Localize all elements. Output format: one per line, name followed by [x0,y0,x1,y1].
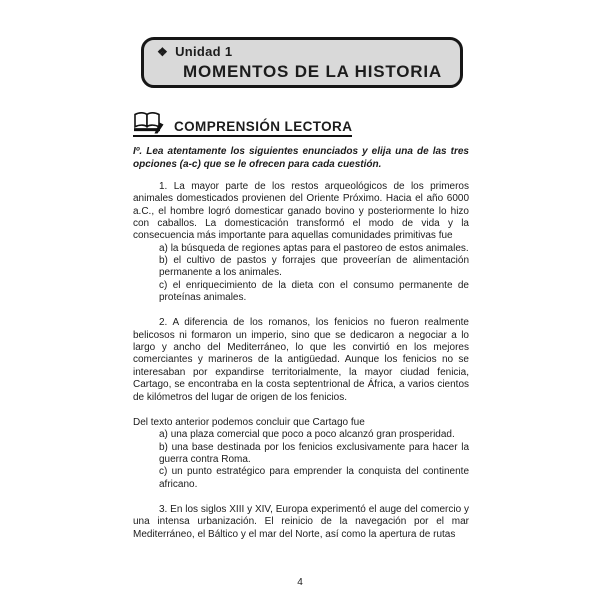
option-label: b) [159,255,168,267]
page-number: 4 [297,577,303,588]
section-title: COMPRENSIÓN LECTORA [174,119,353,134]
option-text: la búsqueda de regiones aptas para el pastoreo de estos animales. [170,242,469,254]
question-1-text: 1. La mayor parte de los restos arqueológicos de los primeros animales domesticados provienen del Oriente Próximo. Hacia el año 6000 a.C., el hombre logró domesticar ganado bovino y posteriormente lo hizo con caballos. La domesticación transformó el modo de vida y la consecuencia más importante para aquellas comunidades primitivas fue [133,181,469,242]
diamond-icon: ❖ [157,45,169,59]
option-text: una plaza comercial que poco a poco alcanzó gran prosperidad. [170,429,455,441]
question-2-text: 2. A diferencia de los romanos, los fenicios no fueron realmente belicosos ni formaron un imperio, sino que se dedicaron a negociar a lo largo y ancho del Mediterráneo, lo que les convirtió en los mejores comerciantes y marineros de la antigüedad. Aunque los fenicios no se interesaban por expandirse territorialmente, la mayor ciudad fenicia, Cartago, se encontraba en la costa septentrional de África, a varios cientos de kilómetros del lugar de origen de los fenicios. [133,317,469,403]
unit-header-box [141,37,463,88]
option-label: a) [159,429,168,441]
option-text: un punto estratégico para emprender la conquista del continente africano. [159,466,470,490]
question-1-option-b [159,255,469,280]
option-text: una base destinada por los fenicios exclusivamente para hacer la guerra contra Roma. [159,441,470,465]
option-label: a) [159,242,168,254]
unit-title: MOMENTOS DE LA HISTORIA [183,62,442,81]
unit-label: Unidad 1 [175,44,233,59]
option-label: b) [159,441,168,453]
instruction-text: Iº. Lea atentamente los siguientes enunciados y elija una de las tres opciones (a-c) que se le ofrecen para cada cuestión. [133,146,469,170]
option-label: c) [159,279,168,291]
unit-line [157,44,460,60]
question-2-option-b [159,442,469,467]
question-2-option-a [159,429,469,441]
exercise-content [133,181,469,541]
question-1-option-c [159,280,469,305]
question-2-stem: Del texto anterior podemos concluir que Cartago fue [133,416,365,428]
question-3-text: 3. En los siglos XIII y XIV, Europa experimentó el auge del comercio y una intensa urbanización. El reinicio de la navegación por el mar Mediterráneo, el Báltico y el mar del Norte, así como la apertura de rutas [133,503,469,540]
option-text: el enriquecimiento de la dieta con el consumo permanente de proteínas animales. [159,279,469,304]
section-header [133,111,352,137]
book-pen-icon [133,111,167,134]
question-2-option-c [159,466,469,491]
question-1-option-a [159,243,469,255]
option-text: el cultivo de pastos y forrajes que proveerían de alimentación permanente a los animales. [159,255,470,279]
option-label: c) [159,466,168,478]
